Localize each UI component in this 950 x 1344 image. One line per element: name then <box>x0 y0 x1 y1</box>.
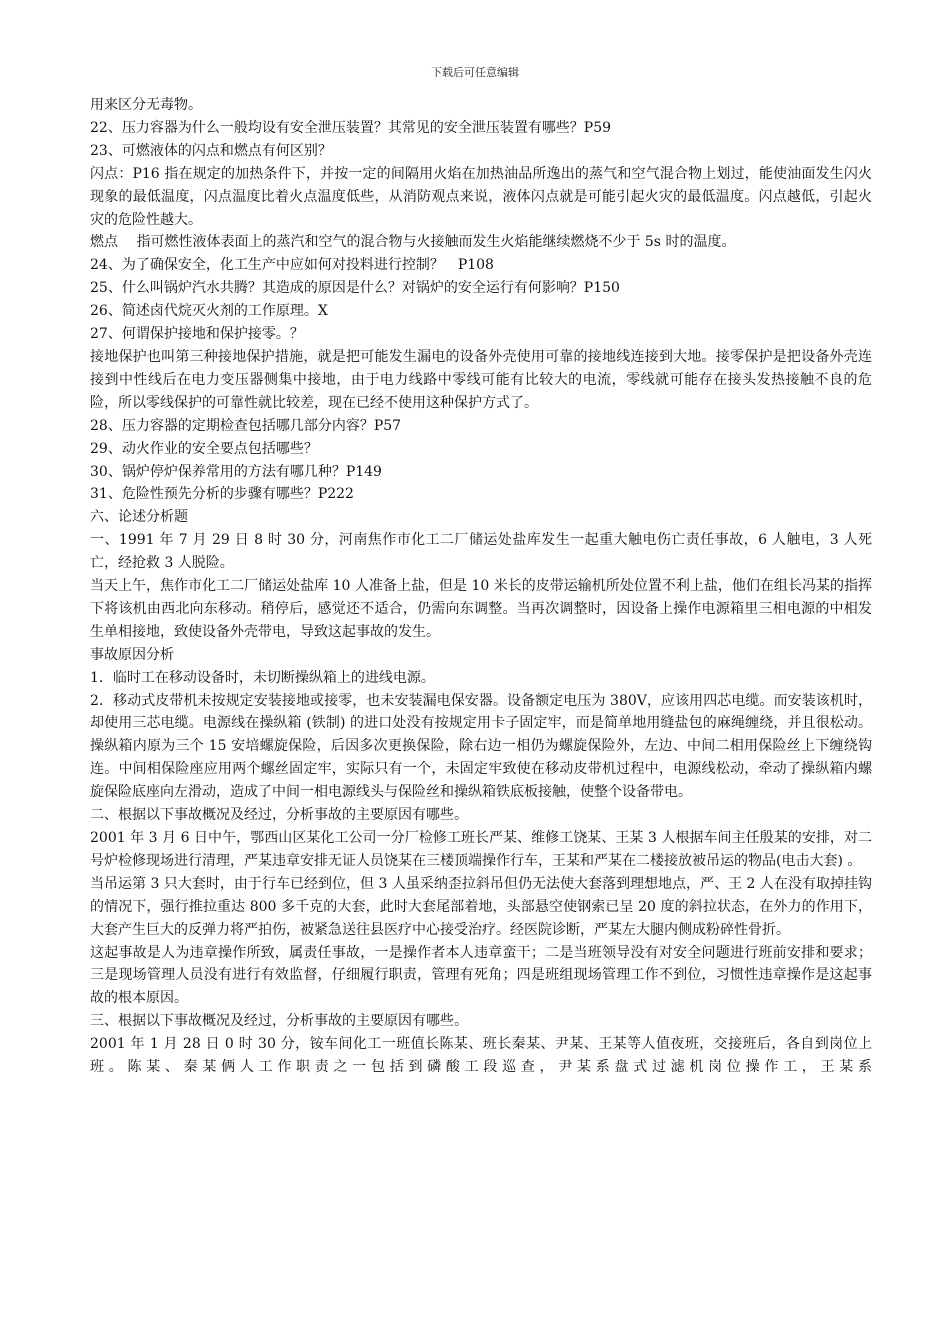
paragraph: 26、简述卤代烷灭火剂的工作原理。X <box>90 303 328 320</box>
page-header: 下载后可任意编辑 <box>431 66 519 79</box>
paragraph: 30、锅炉停炉保养常用的方法有哪几种？P149 <box>90 463 382 480</box>
paragraph: 27、何谓保护接地和保护接零。？ <box>90 326 304 343</box>
paragraph: 29、动火作业的安全要点包括哪些？ <box>90 440 318 457</box>
paragraph: 这起事故是人为违章操作所致，属责任事故，一是操作者本人违章蛮干；二是当班领导没有对安全问题进行班前安排和要求；三是现场管理人员没有进行有效监督，仔细履行职责，管理有死角；四是班组现场管理工作不到位，习惯性违章操作是这起事故的根本原因。 <box>90 944 872 1007</box>
section-heading: 六、论述分析题 <box>90 509 188 526</box>
paragraph: 28、压力容器的定期检查包括哪几部分内容？P57 <box>90 417 402 434</box>
paragraph: 25、什么叫锅炉汽水共腾？其造成的原因是什么？对锅炉的安全运行有何影响？P150 <box>90 280 620 297</box>
paragraph: 2001 年 1 月 28 日 0 时 30 分，铵车间化工一班值长陈某、班长秦某、尹某、王某等人值夜班，交接班后，各自到岗位上班。陈某、秦某俩人工作职责之一包括到磷酸工段巡查，尹某系盘式过滤机岗位操作工，王某系 <box>90 1036 872 1076</box>
paragraph: 1．临时工在移动设备时，未切断操纵箱上的进线电源。 <box>90 669 435 686</box>
document-body <box>90 94 872 1079</box>
paragraph: 31、危险性预先分析的步骤有哪些？P222 <box>90 486 354 503</box>
paragraph: 事故原因分析 <box>90 646 174 663</box>
paragraph: 闪点：P16 指在规定的加热条件下，并按一定的间隔用火焰在加热油品所逸出的蒸气和空气混合物上划过，能使油面发生闪火现象的最低温度，闪点温度比着火点温度低些，从消防观点来说，液体闪点就是可能引起火灾的最低温度。闪点越低，引起火灾的危险性越大。 <box>90 165 872 228</box>
paragraph: 2001 年 3 月 6 日中午，鄂西山区某化工公司一分厂检修工班长严某、维修工饶某、王某 3 人根据车间主任殷某的安排，对二号炉检修现场进行清理，严某违章安排无证人员饶某在三楼顶端操作行车，王某和严某在二楼接放被吊运的物品(电击大套) 。 <box>90 830 872 869</box>
paragraph: 23、可燃液体的闪点和燃点有何区别？ <box>90 142 332 159</box>
paragraph: 三、根据以下事故概况及经过，分析事故的主要原因有哪些。 <box>90 1013 468 1030</box>
paragraph: 燃点 指可燃性液体表面上的蒸汽和空气的混合物与火接触而发生火焰能继续燃烧不少于 5s 时的温度。 <box>90 234 736 251</box>
paragraph: 当吊运第 3 只大套时，由于行车已经到位，但 3 人虽采纳歪拉斜吊但仍无法使大套落到理想地点，严、王 2 人在没有取掉挂钩的情况下，强行推拉重达 800 多千克的大套，此时大套尾部着地，头部悬空使钢索已呈 20 度的斜拉状态，在外力的作用下，大套产生巨大的反弹力将严拍伤，被紧急送往县医疗中心接受治疗。经医院诊断，严某左大腿内侧成粉碎性骨折。 <box>90 875 872 938</box>
paragraph: 24、为了确保安全，化工生产中应如何对投料进行控制？ P108 <box>90 257 494 274</box>
paragraph: 一、1991 年 7 月 29 日 8 时 30 分，河南焦作市化工二厂储运处盐库发生一起重大触电伤亡责任事故，6 人触电，3 人死亡，经抢救 3 人脱险。 <box>90 532 872 572</box>
paragraph: 2．移动式皮带机未按规定安装接地或接零，也未安装漏电保安器。设备额定电压为 380V，应该用四芯电缆。而安装该机时，却使用三芯电缆。电源线在操纵箱 (铁制) 的进口处没有按规定用卡子固定牢，而是简单地用缝盐包的麻绳缠绕，并且很松动。操纵箱内原为三个 15 安培螺旋保险，后因多次更换保险，除右边一相仍为螺旋保险外，左边、中间二相用保险丝上下缠绕钩连。中间相保险座应用两个螺丝固定牢，实际只有一个，未固定牢致使在移动皮带机过程中，电源线松动，牵动了操纵箱内螺旋保险底座向左滑动，造成了中间一相电源线头与保险丝和操纵箱铁底板接触，使整个设备带电。 <box>90 692 872 801</box>
paragraph: 接地保护也叫第三种接地保护措施，就是把可能发生漏电的设备外壳使用可靠的接地线连接到大地。接零保护是把设备外壳连接到中性线后在电力变压器侧集中接地，由于电力线路中零线可能有比较大的电流，零线就可能存在接头发热接触不良的危险，所以零线保护的可靠性就比较差，现在已经不使用这种保护方式了。 <box>90 348 872 411</box>
paragraph: 22、压力容器为什么一般均设有安全泄压装置？其常见的安全泄压装置有哪些？P59 <box>90 119 612 136</box>
paragraph: 二、根据以下事故概况及经过，分析事故的主要原因有哪些。 <box>90 807 468 824</box>
paragraph: 当天上午，焦作市化工二厂储运处盐库 10 人准备上盐，但是 10 米长的皮带运输机所处位置不利上盐，他们在组长冯某的指挥下将该机由西北向东移动。稍停后，感觉还不适合，仍需向东调整。当再次调整时，因设备上操作电源箱里三相电源的中相发生单相接地，致使设备外壳带电，导致这起事故的发生。 <box>90 578 872 640</box>
paragraph: 用来区分无毒物。 <box>90 97 202 113</box>
